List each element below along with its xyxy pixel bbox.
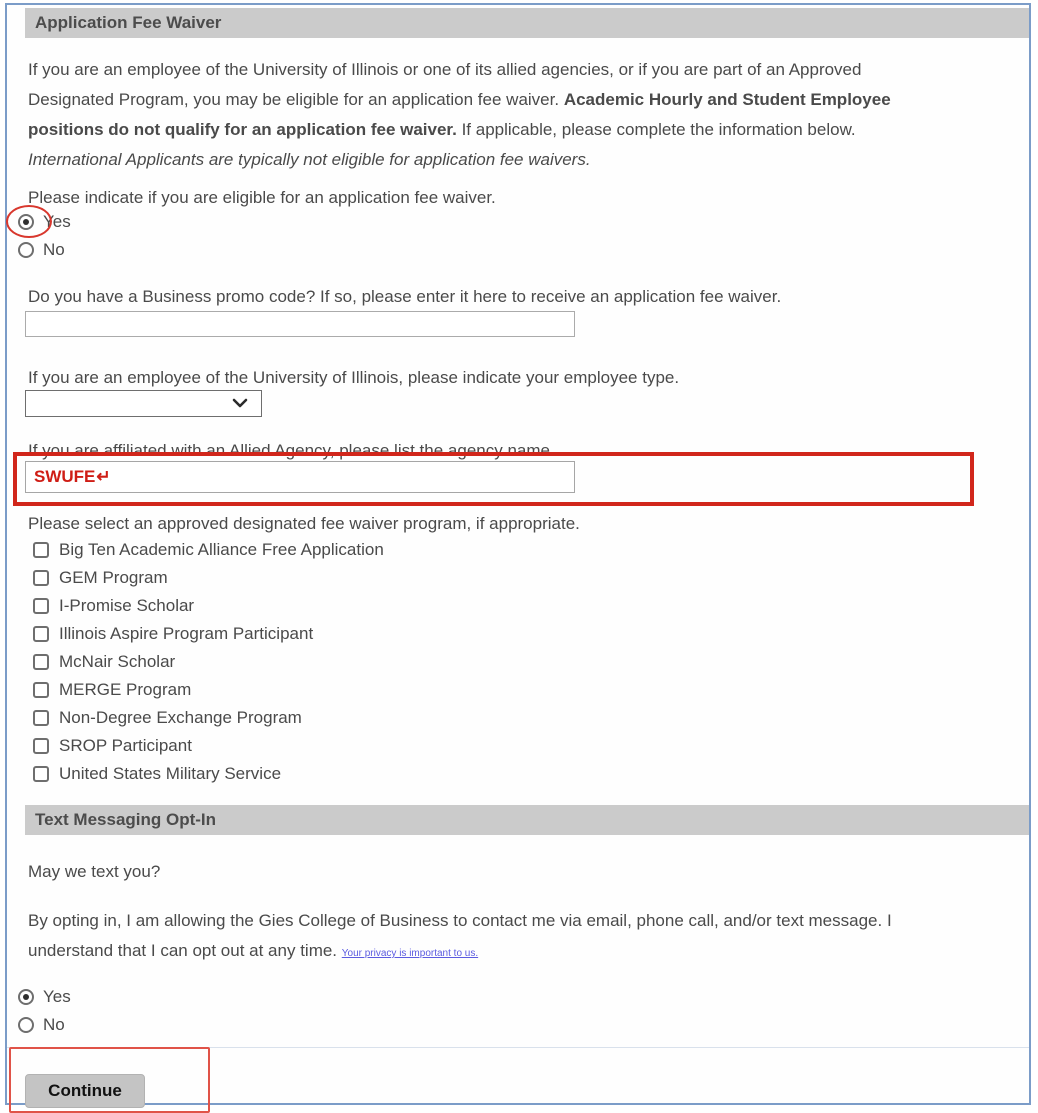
eligible-yes-label: Yes	[43, 212, 71, 231]
radio-selected-icon[interactable]	[18, 989, 34, 1005]
application-form-page	[5, 3, 1031, 1105]
checkbox-unchecked-icon[interactable]	[33, 626, 49, 642]
checkbox-unchecked-icon[interactable]	[33, 710, 49, 726]
checkbox-unchecked-icon[interactable]	[33, 542, 49, 558]
radio-unselected-icon[interactable]	[18, 242, 34, 258]
consent-text: understand that I can opt out at any time.	[28, 941, 342, 960]
intro-text: Designated Program, you may be eligible for an application fee waiver.	[28, 90, 564, 109]
radio-unselected-icon[interactable]	[18, 1017, 34, 1033]
continue-button[interactable]: Continue	[25, 1074, 145, 1108]
program-label: SROP Participant	[59, 736, 192, 755]
question-program-label: Please select an approved designated fee waiver program, if appropriate.	[28, 514, 580, 533]
question-eligible-label: Please indicate if you are eligible for an application fee waiver.	[28, 188, 496, 207]
program-label: MERGE Program	[59, 680, 192, 699]
opt-in-yes-option[interactable]	[7, 983, 1029, 1011]
agency-name-input[interactable]	[25, 461, 575, 493]
intro-text-italic: International Applicants are typically not eligible for application fee waivers.	[28, 150, 591, 169]
employee-type-select[interactable]	[25, 390, 262, 417]
program-option-big-ten[interactable]	[7, 536, 1029, 564]
consent-paragraph	[28, 906, 1029, 969]
opt-in-radio-group	[7, 983, 1029, 1039]
chevron-down-icon	[232, 397, 248, 409]
checkbox-unchecked-icon[interactable]	[33, 570, 49, 586]
opt-in-yes-label: Yes	[43, 987, 71, 1006]
program-label: United States Military Service	[59, 764, 282, 783]
program-option-gem[interactable]	[7, 564, 1029, 592]
intro-text-bold: positions do not qualify for an application fee waiver.	[28, 120, 457, 139]
eligible-no-option[interactable]	[7, 236, 1029, 264]
program-option-mcnair[interactable]	[7, 648, 1029, 676]
intro-text: If applicable, please complete the information below.	[456, 120, 856, 139]
enter-key-symbol: ↵	[96, 467, 111, 486]
may-we-text-label: May we text you?	[28, 862, 161, 881]
question-agency-label: If you are affiliated with an Allied Agency, please list the agency name.	[28, 441, 555, 460]
section-header-application-fee-waiver	[25, 8, 1029, 38]
checkbox-unchecked-icon[interactable]	[33, 598, 49, 614]
section-title: Text Messaging Opt-In	[35, 810, 217, 829]
checkbox-unchecked-icon[interactable]	[33, 682, 49, 698]
program-checkbox-group	[7, 536, 1029, 788]
section-title: Application Fee Waiver	[35, 13, 222, 32]
program-label: Big Ten Academic Alliance Free Application	[59, 540, 384, 559]
eligible-yes-option[interactable]	[7, 208, 1029, 236]
program-label: McNair Scholar	[59, 652, 176, 671]
program-label: GEM Program	[59, 568, 168, 587]
program-option-non-degree[interactable]	[7, 704, 1029, 732]
program-label: Illinois Aspire Program Participant	[59, 624, 314, 643]
checkbox-unchecked-icon[interactable]	[33, 738, 49, 754]
privacy-link[interactable]: Your privacy is important to us.	[341, 948, 479, 959]
question-employee-type-label: If you are an employee of the University of Illinois, please indicate your employee type.	[28, 368, 680, 387]
consent-text: By opting in, I am allowing the Gies College of Business to contact me via email, phone call, and/or text message. I	[28, 911, 892, 930]
program-option-military[interactable]	[7, 760, 1029, 788]
radio-selected-icon[interactable]	[18, 214, 34, 230]
divider	[7, 1047, 1029, 1048]
opt-in-no-label: No	[43, 1015, 65, 1034]
eligible-radio-group	[7, 208, 1029, 264]
agency-name-value: SWUFE	[34, 467, 96, 486]
question-promo-label: Do you have a Business promo code? If so, please enter it here to receive an application fee waiver.	[28, 287, 782, 306]
intro-text-bold: Academic Hourly and Student Employee	[563, 90, 891, 109]
program-option-i-promise[interactable]	[7, 592, 1029, 620]
fee-waiver-intro-paragraph	[28, 55, 1029, 175]
program-label: I-Promise Scholar	[59, 596, 195, 615]
checkbox-unchecked-icon[interactable]	[33, 654, 49, 670]
checkbox-unchecked-icon[interactable]	[33, 766, 49, 782]
program-label: Non-Degree Exchange Program	[59, 708, 302, 727]
section-header-text-messaging-opt-in	[25, 805, 1029, 835]
program-option-merge[interactable]	[7, 676, 1029, 704]
intro-text: If you are an employee of the University of Illinois or one of its allied agencies, or if you are part of an Approved	[28, 60, 862, 79]
eligible-no-label: No	[43, 240, 65, 259]
program-option-srop[interactable]	[7, 732, 1029, 760]
promo-code-input[interactable]	[25, 311, 575, 337]
program-option-illinois-aspire[interactable]	[7, 620, 1029, 648]
opt-in-no-option[interactable]	[7, 1011, 1029, 1039]
